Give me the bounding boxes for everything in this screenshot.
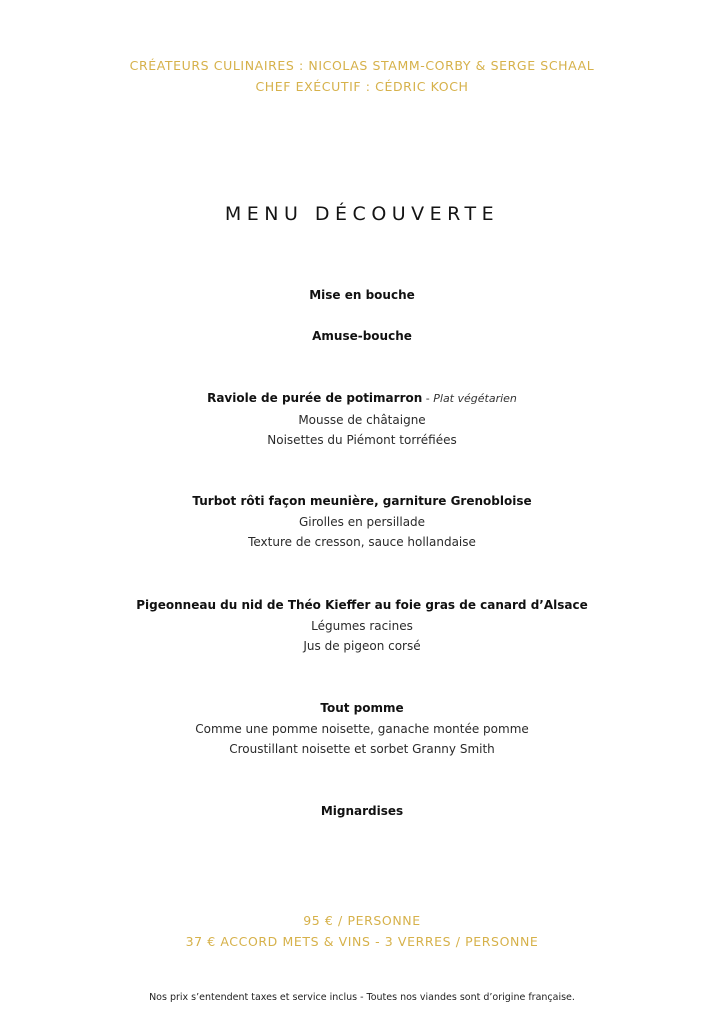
menu-title: MENU DÉCOUVERTE — [224, 203, 500, 225]
course-name: Amuse-bouche — [312, 329, 412, 343]
course-line: Légumes racines — [311, 618, 413, 633]
course-line: Girolles en persillade — [298, 514, 426, 529]
course-line: Croustillant noisette et sorbet Granny Smith — [229, 742, 495, 756]
course-name-row — [0, 388, 724, 410]
course-name: Pigeonneau du nid de Théo Kieffer au foie gras de canard d’Alsace — [136, 598, 588, 612]
course-amuse-bouche — [0, 326, 724, 347]
course-line: Comme une pomme noisette, ganache montée pomme — [195, 721, 529, 736]
course-mignardises — [0, 801, 724, 822]
vegetarian-note: Plat végétarien — [433, 392, 517, 405]
wine-pairing-price: 37 € ACCORD METS & VINS - 3 VERRES / PERSONNE — [185, 934, 539, 949]
course-line: Mousse de châtaigne — [298, 412, 426, 427]
course-name: Turbot rôti façon meunière, garniture Grenobloise — [192, 494, 532, 508]
course-turbot — [0, 491, 724, 553]
course-name: Tout pomme — [320, 701, 404, 715]
course-line: Texture de cresson, sauce hollandaise — [248, 535, 476, 549]
course-line: Jus de pigeon corsé — [303, 639, 421, 653]
course-tout-pomme — [0, 698, 724, 760]
pricing — [0, 910, 724, 952]
course-pigeonneau — [0, 595, 724, 657]
credits-header — [0, 55, 724, 97]
course-separator: - — [422, 392, 434, 405]
culinary-creators: CRÉATEURS CULINAIRES : NICOLAS STAMM-CORBY & SERGE SCHAAL — [129, 58, 595, 73]
course-line: Noisettes du Piémont torréfiées — [267, 433, 457, 447]
course-mise-en-bouche — [0, 285, 724, 306]
course-name: Raviole de purée de potimarron — [207, 391, 423, 405]
course-name: Mignardises — [320, 804, 404, 818]
menu-price: 95 € / PERSONNE — [303, 913, 421, 928]
executive-chef: CHEF EXÉCUTIF : CÉDRIC KOCH — [255, 79, 469, 94]
footer-note: Nos prix s’entendent taxes et service inclus - Toutes nos viandes sont d’origine française. — [149, 992, 575, 1003]
course-raviole — [0, 388, 724, 451]
course-name: Mise en bouche — [309, 288, 415, 302]
